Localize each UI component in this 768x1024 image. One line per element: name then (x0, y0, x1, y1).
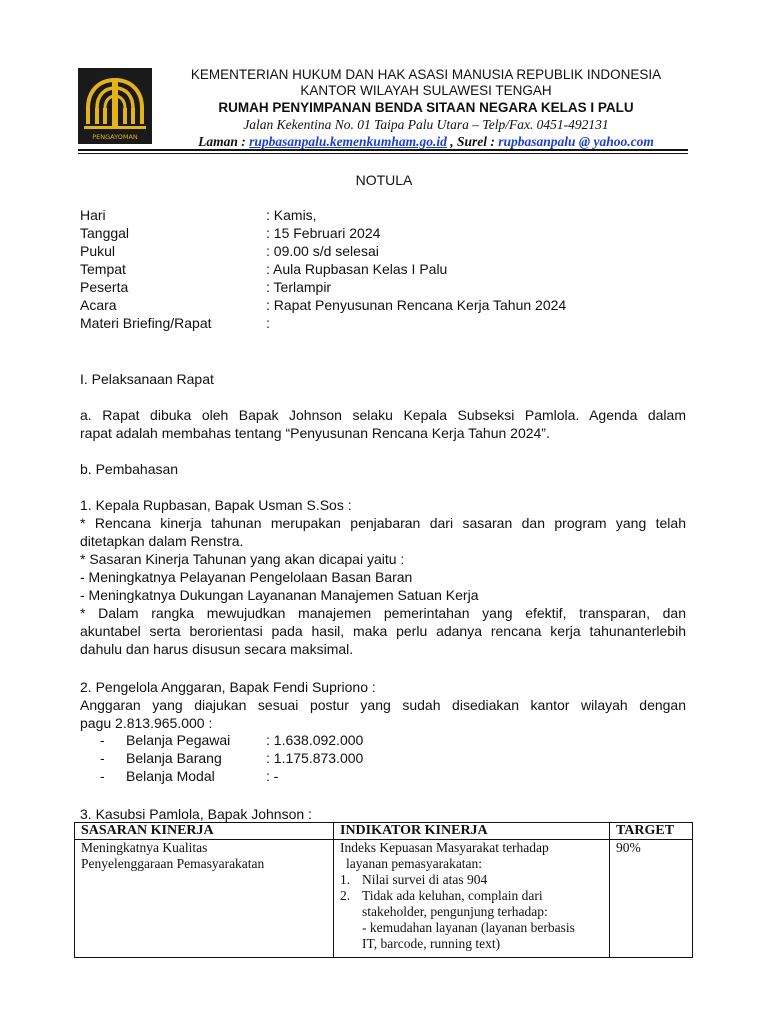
cell-line: Indeks Kepuasan Masyarakat terhadap (340, 840, 549, 855)
list-text: Nilai survei di atas 904 (362, 872, 488, 887)
cell-line: - kemudahan layanan (layanan berbasis (362, 920, 575, 935)
meta-row-tanggal (80, 224, 566, 242)
list-dash: - (100, 768, 105, 784)
performance-table (74, 822, 693, 958)
item-line: pagu 2.813.965.000 : (80, 715, 213, 731)
meta-row-peserta (80, 278, 566, 296)
list-number: 1. (340, 872, 351, 887)
list-dash: - (100, 750, 105, 766)
item-line: akuntabel serta berorientasi pada hasil, maka perlu adanya rencana kerja tahunanterlebih (80, 623, 686, 639)
cell-indikator (334, 840, 610, 958)
item-line: ditetapkan dalam Renstra. (80, 533, 244, 549)
letterhead-text (164, 67, 688, 150)
ministry-name: KEMENTERIAN HUKUM DAN HAK ASASI MANUSIA REPUBLIK INDONESIA (190, 67, 662, 82)
budget-value: : 1.638.092.000 (266, 732, 364, 748)
address: Jalan Kekentina No. 01 Taipa Palu Utara – Telp/Fax. 0451-492131 (243, 117, 609, 132)
meta-label: Tempat (80, 261, 126, 277)
budget-value: : 1.175.873.000 (266, 750, 364, 766)
meta-label: Peserta (80, 279, 129, 295)
email-address: rupbasanpalu @ yahoo.com (498, 134, 654, 149)
paragraph-line: a. Rapat dibuka oleh Bapak Johnson selaku Kepala Subseksi Pamlola. Agenda dalam (80, 407, 686, 423)
website-link[interactable]: rupbasanpalu.kemenkumham.go.id (249, 134, 447, 149)
meta-label: Pukul (80, 243, 116, 259)
budget-list (100, 731, 363, 785)
meta-value: : 09.00 s/d selesai (266, 243, 379, 259)
budget-value: : - (266, 768, 279, 784)
meta-row-hari (80, 206, 566, 224)
svg-text:PENGAYOMAN: PENGAYOMAN (92, 133, 138, 141)
budget-label: Belanja Modal (126, 768, 215, 784)
cell-line: Penyelenggaraan Pemasyarakatan (81, 856, 265, 871)
meta-value: : (266, 315, 270, 331)
indicator-list-item (340, 888, 603, 904)
header-indikator: INDIKATOR KINERJA (334, 823, 610, 840)
item-line: Anggaran yang diajukan sesuai postur yang sudah disediakan kantor wilayah dengan (80, 697, 686, 713)
table-header-row (75, 823, 693, 840)
meta-label: Acara (80, 297, 117, 313)
item-line: * Sasaran Kinerja Tahunan yang akan dicapai yaitu : (80, 551, 405, 567)
item-line: - Meningkatnya Dukungan Layananan Manajemen Satuan Kerja (80, 587, 479, 603)
discussion-item-3-heading: 3. Kasubsi Pamlola, Bapak Johnson : (80, 806, 312, 822)
indicator-list-item (340, 872, 603, 888)
budget-label: Belanja Pegawai (126, 732, 231, 748)
paragraph-line: rapat adalah membahas tentang “Penyusunan Rencana Kerja Tahun 2024”. (80, 425, 550, 441)
letterhead-divider-thin (78, 153, 688, 154)
list-text: Tidak ada keluhan, complain dari (362, 888, 543, 903)
meeting-details (80, 206, 566, 332)
meta-value: : Terlampir (266, 279, 332, 295)
cell-line: stakeholder, pengunjung terhadap: (362, 904, 548, 919)
table-row (75, 840, 693, 958)
meta-label: Hari (80, 207, 106, 223)
meta-label: Materi Briefing/Rapat (80, 315, 212, 331)
item-heading: 1. Kepala Rupbasan, Bapak Usman S.Sos : (80, 497, 352, 513)
header-sasaran: SASARAN KINERJA (75, 823, 334, 840)
cell-line: Meningkatnya Kualitas (81, 840, 208, 855)
section-heading: I. Pelaksanaan Rapat (80, 371, 214, 387)
item-line: dahulu dan harus disusun secara maksimal. (80, 641, 354, 657)
meta-row-tempat (80, 260, 566, 278)
list-number: 2. (340, 888, 351, 903)
budget-row-modal (100, 767, 363, 785)
cell-sasaran (75, 840, 334, 958)
letterhead-divider-thick (78, 149, 688, 151)
institution-name: RUMAH PENYIMPANAN BENDA SITAAN NEGARA KELAS I PALU (218, 100, 634, 115)
paragraph-b: b. Pembahasan (80, 461, 179, 477)
meta-value: : 15 Februari 2024 (266, 225, 381, 241)
meta-row-acara (80, 296, 566, 314)
document-title: NOTULA (355, 172, 413, 188)
surel-label: , Surel : (446, 134, 499, 149)
budget-row-barang (100, 749, 363, 767)
meta-row-pukul (80, 242, 566, 260)
cell-target: 90% (610, 840, 693, 958)
list-dash: - (100, 732, 105, 748)
pengayoman-emblem-icon (78, 68, 152, 144)
meta-label: Tanggal (80, 225, 130, 241)
item-heading: 2. Pengelola Anggaran, Bapak Fendi Supriono : (80, 679, 376, 695)
paragraph-a (80, 406, 686, 442)
item-line: * Dalam rangka mewujudkan manajemen pemerintahan yang efektif, transparan, dan (80, 605, 686, 621)
letterhead (78, 64, 688, 150)
pengayoman-logo (78, 68, 152, 144)
laman-label: Laman : (198, 134, 250, 149)
budget-label: Belanja Barang (126, 750, 222, 766)
discussion-item-2 (80, 678, 686, 732)
regional-office: KANTOR WILAYAH SULAWESI TENGAH (300, 83, 552, 98)
cell-line: IT, barcode, running text) (362, 936, 501, 951)
meta-value: : Kamis, (266, 207, 317, 223)
item-line: * Rencana kinerja tahunan merupakan penjabaran dari sasaran dan program yang telah (80, 515, 686, 531)
cell-line: layanan pemasyarakatan: (346, 856, 483, 871)
header-target: TARGET (610, 823, 693, 840)
budget-row-pegawai (100, 731, 363, 749)
meta-row-materi (80, 314, 566, 332)
discussion-item-1 (80, 496, 686, 658)
meta-value: : Aula Rupbasan Kelas I Palu (266, 261, 448, 277)
contact-line (164, 133, 688, 150)
item-line: - Meningkatnya Pelayanan Pengelolaan Basan Baran (80, 569, 413, 585)
meta-value: : Rapat Penyusunan Rencana Kerja Tahun 2024 (266, 297, 567, 313)
